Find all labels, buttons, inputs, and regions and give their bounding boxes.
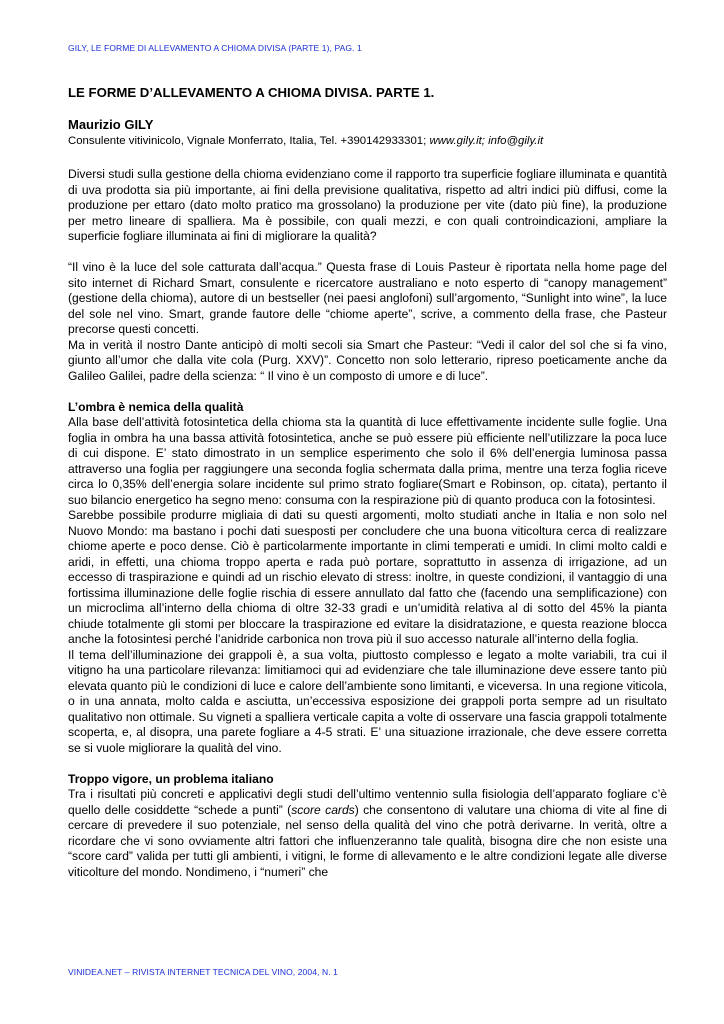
running-header: GILY, LE FORME DI ALLEVAMENTO A CHIOMA DIVISA (PARTE 1), PAG. 1 bbox=[68, 43, 362, 53]
paragraph-spacer bbox=[68, 245, 667, 261]
article-body bbox=[68, 84, 667, 880]
contact-links: www.gily.it; info@gily.it bbox=[429, 135, 544, 147]
body-text bbox=[68, 167, 667, 880]
paragraph-dante: Ma in verità il nostro Dante anticipò di molti secoli sia Smart che Pasteur: “Vedi il calor del sol che si fa vino, giunto all’umor che dalla vite cola (Purg. XXV)”. Concetto non solo letterario, ripreso poeticamente anche da Galileo Galilei, padre della scienza: “ Il vino è un composto di umore e di luce”. bbox=[68, 337, 667, 383]
running-footer: VINIDEA.NET – RIVISTA INTERNET TECNICA DEL VINO, 2004, N. 1 bbox=[68, 967, 338, 977]
paragraph-intro: Diversi studi sulla gestione della chioma evidenziano come il rapporto tra superficie fogliare illuminata e quantità di uva prodotta sia più importante, ai fini della previsione qualitativa, rispetto ad altri indici più diffusi, come la produzione per ettaro (dato molto pratico ma grossolano) la produzione per vite (dato più fine), la produzione per metro lineare di spalliera. Ma è possibile, con quali mezzi, e con quali controindicazioni, ampliare la superficie fogliare illuminata ai fini di migliorare la qualità? bbox=[68, 167, 667, 243]
paragraph-spacer bbox=[68, 756, 667, 772]
score-cards-text-after: ) che consentono di valutare una chioma di vite al fine di cercare di prevedere il suo potenziale, nel senso della qualità del vino che potrà derivarne. In verità, oltre a ricordare che vi sono ovviamente altri fattori che influenzeranno tale qualità, bisogna dire che non esiste una “score card” valida per tutti gli ambienti, i vitigni, le forme di allevamento e le altre condizioni legate alle diverse viticolture del mondo. Nondimeno, i “numeri” che bbox=[68, 802, 667, 879]
paragraph-spacer bbox=[68, 384, 667, 400]
score-cards-text-before: Tra i risultati più concreti e applicativi degli studi dell’ultimo ventennio sulla fisiologia dell’apparato fogliare c’è quello delle cosiddette “schede a punti” ( bbox=[68, 787, 667, 817]
paragraph-score-cards bbox=[68, 787, 667, 880]
article-title: LE FORME D’ALLEVAMENTO A CHIOMA DIVISA. PARTE 1. bbox=[68, 85, 435, 100]
paragraph-climate: Sarebbe possibile produrre migliaia di dati su questi argomenti, molto studiati anche in Italia e non solo nel Nuovo Mondo: ma bastano i pochi dati suesposti per concludere che una buona viticoltura cerca di realizzare chiome aperte e poco dense. Ciò è particolarmente importante in climi temperati e umidi. In climi molto caldi e aridi, in effetti, una chioma troppo aperta e rada può portare, soprattutto in assenza di irrigazione, ad un eccesso di traspirazione e quindi ad un rischio elevato di stress: inoltre, in queste condizioni, il vantaggio di una fortissima illuminazione delle foglie rischia di essere annullato dal fatto che (facendo una semplificazione) con un microclima all’interno della chioma di oltre 32-33 gradi e un’umidità relativa al di sotto del 45% la pianta chiude totalmente gli stomi per bloccare la traspirazione ed evitare la disidratazione, e questa reazione blocca anche la fotosintesi perché l’anidride carbonica non trova più il suo accesso naturale all’interno della foglia. bbox=[68, 508, 667, 646]
paragraph-photosynthesis: Alla base dell’attività fotosintetica della chioma sta la quantità di luce effettivamente incidente sulle foglie. Una foglia in ombra ha una bassa attività fotosintetica, anche se può essere più efficiente nell’utilizzare la poca luce di cui dispone. E’ stato dimostrato in un semplice esperimento che solo il 6% dell’energia luminosa passa attraverso una foglia per raggiungere una seconda foglia schermata dalla prima, mentre una terza foglia riceve circa lo 0,35% dell’energia solare incidente sul primo strato fogliare(Smart e Robinson, op. citata), pertanto il suo bilancio energetico ha segno meno: consuma con la respirazione più di quanto produca con la fotosintesi. bbox=[68, 415, 667, 507]
section-heading-shade: L’ombra è nemica della qualità bbox=[68, 399, 244, 414]
section-heading-vigour: Troppo vigore, un problema italiano bbox=[68, 771, 274, 786]
score-cards-term: score cards bbox=[291, 802, 355, 817]
author-name: Maurizio GILY bbox=[68, 117, 154, 132]
paragraph-pasteur-quote: “Il vino è la luce del sole catturata dall’acqua.” Questa frase di Louis Pasteur è riportata nella home page del sito internet di Richard Smart, consulente e ricercatore australiano e noto esperto di “canopy management” (gestione della chioma), autore di un bestseller (nei paesi anglofoni) sull’argomento, “Sunlight into wine”, la luce del sole nel vino. Smart, grande fautore delle “chiome aperte”, scrive, a commento della frase, che Pasteur precorse questi concetti. bbox=[68, 260, 667, 336]
affiliation-text: Consulente vitivinicolo, Vignale Monferrato, Italia, Tel. +390142933301; bbox=[68, 135, 430, 147]
author-affiliation bbox=[68, 134, 667, 149]
paragraph-cluster-lighting: Il tema dell’illuminazione dei grappoli è, a sua volta, piuttosto complesso e legato a molte variabili, tra cui il vitigno ha una particolare rilevanza: limitiamoci qui ad evidenziare che tale illuminazione deve essere tanto più elevata quanto più le condizioni di luce e calore dell’ambiente sono limitanti, e viceversa. In una regione viticola, o in una annata, molto calda e asciutta, un’eccessiva esposizione dei grappoli porta sempre ad un risultato qualitativo non ottimale. Su vigneti a spalliera verticale capita a volte di osservare una fascia grappoli totalmente scoperta, e, al disopra, una parete fogliare a 4-5 strati. E’ una situazione irrazionale, che deve essere corretta se si vuole migliorare la qualità del vino. bbox=[68, 647, 667, 755]
